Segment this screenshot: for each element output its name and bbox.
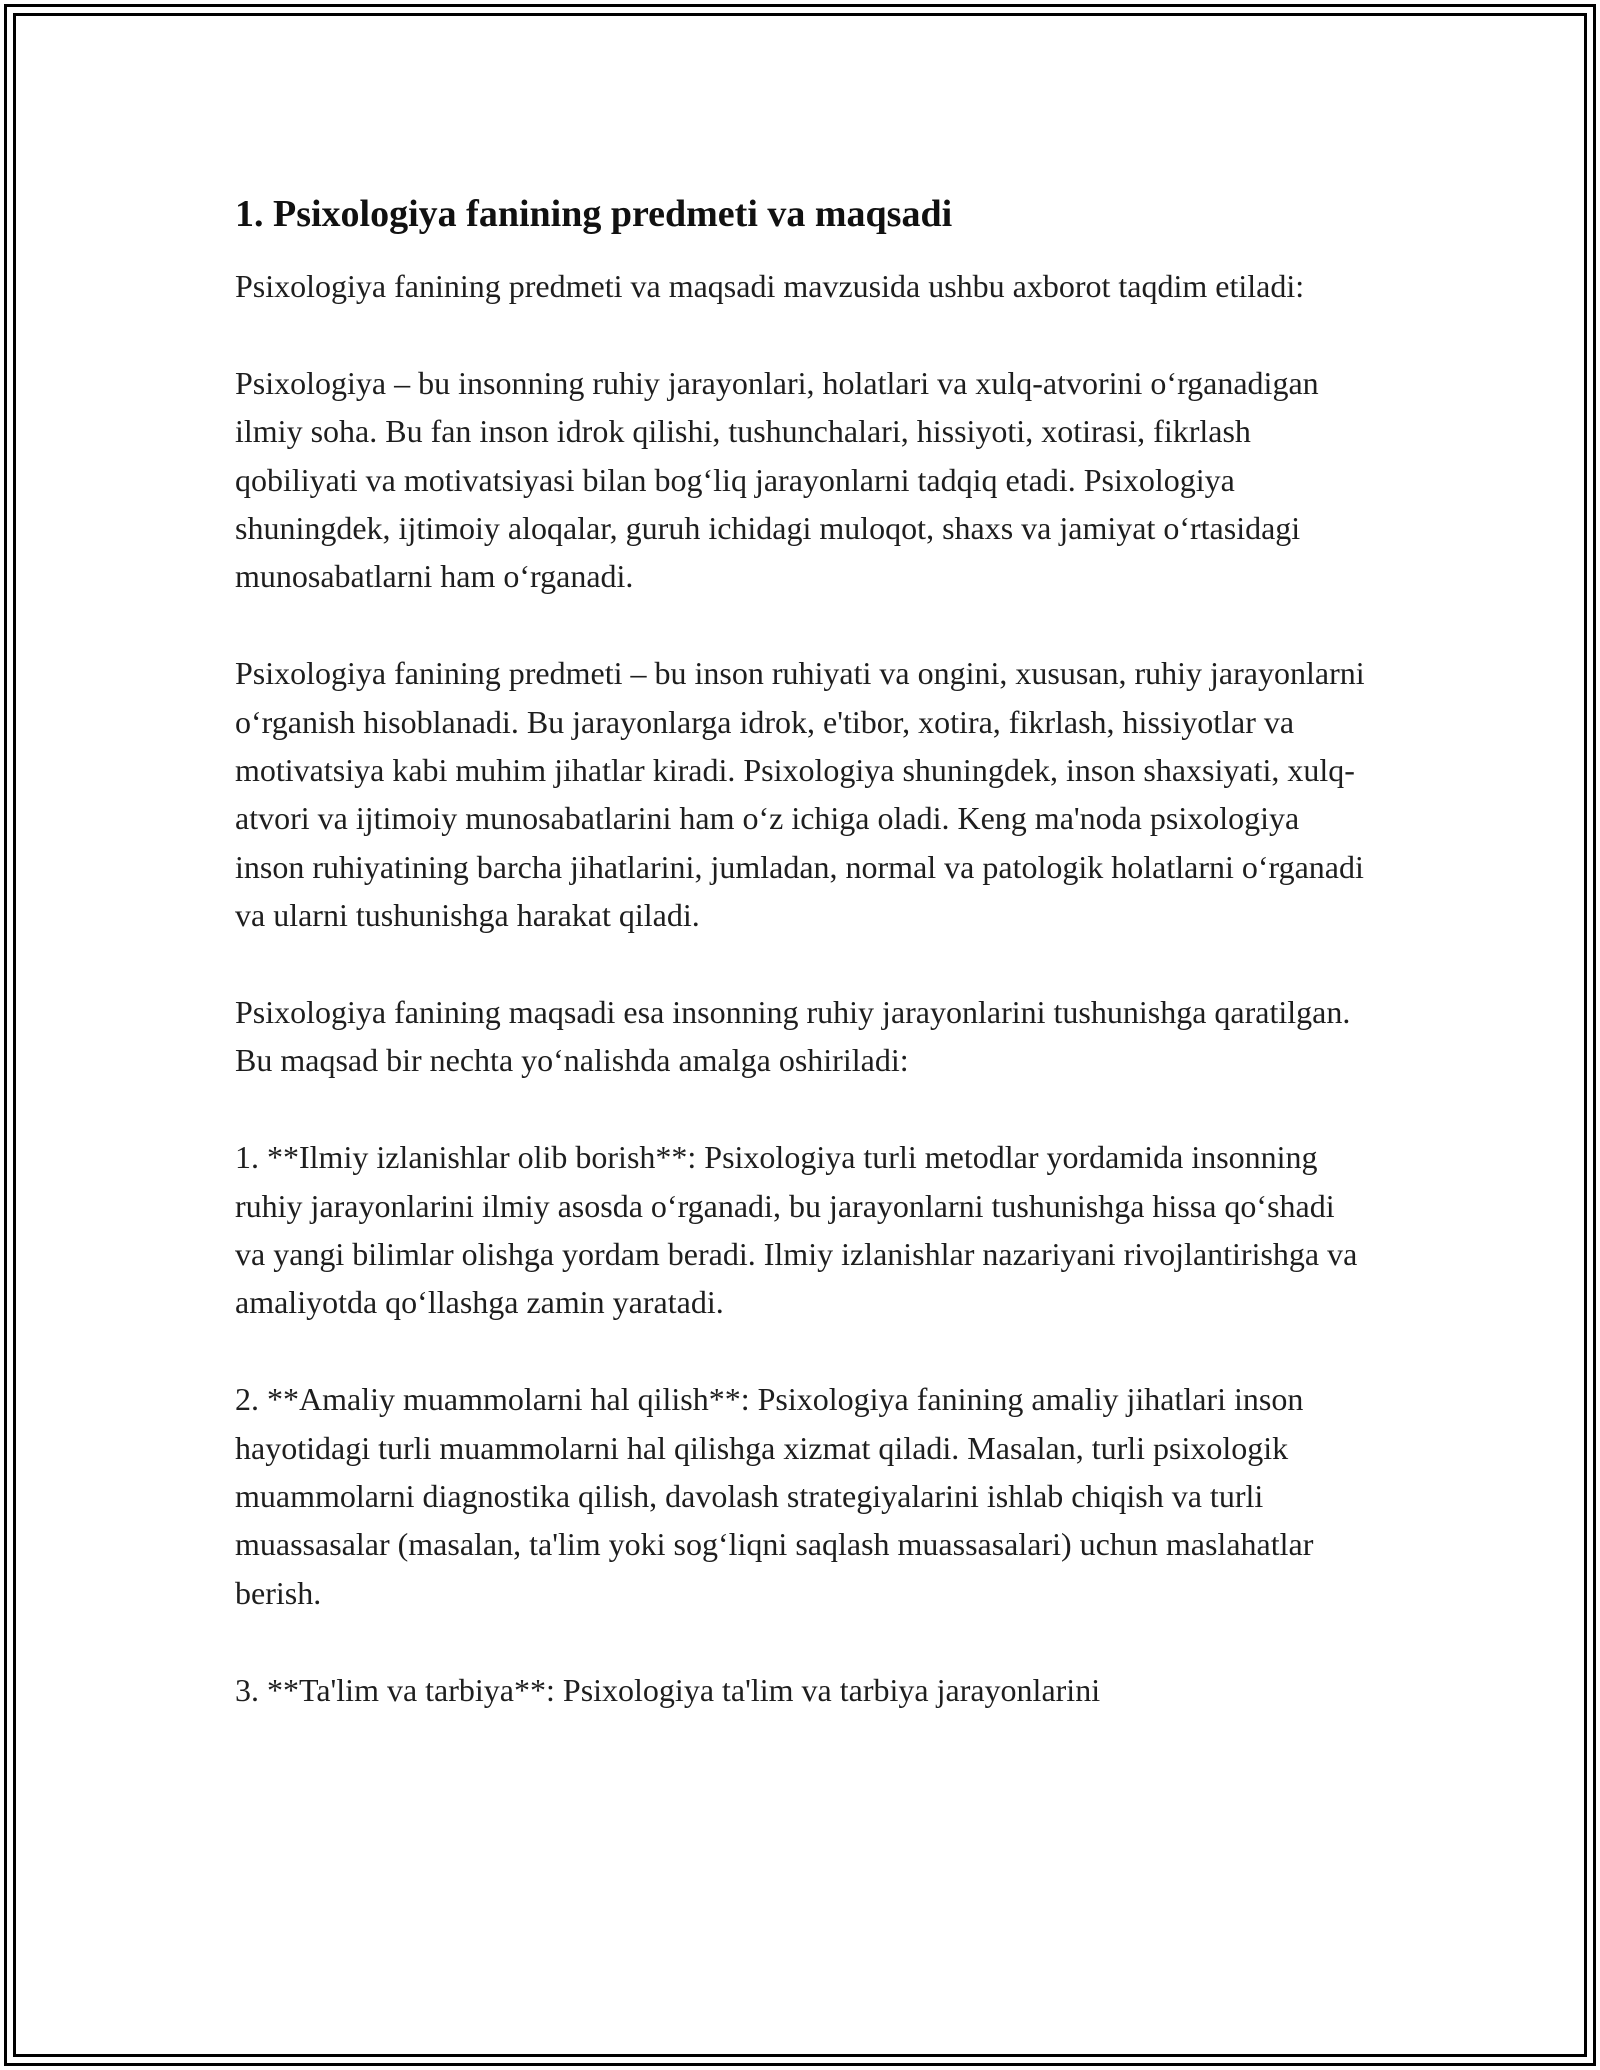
document-body <box>235 188 1370 1714</box>
goal-paragraph: Psixologiya fanining maqsadi esa insonning ruhiy jarayonlarini tushunishga qaratilgan. Bu maqsad bir nechta yo‘nalishda amalga oshiriladi: <box>235 994 1351 1079</box>
subject-paragraph: Psixologiya fanining predmeti – bu inson ruhiyati va ongini, xususan, ruhiy jarayonlarni o‘rganish hisoblanadi. Bu jarayonlarga idrok, e'tibor, xotira, fikrlash, hissiyotlar va motivatsiya kabi muhim jihatlar kiradi. Psixologiya shuningdek, inson shaxsiyati, xulq-atvori va ijtimoiy munosabatlarini ham o‘z ichiga oladi. Keng ma'noda psixologiya inson ruhiyatining barcha jihatlarini, jumladan, normal va patologik holatlarni o‘rganadi va ularni tushunishga harakat qiladi. <box>235 655 1365 934</box>
intro-paragraph: Psixologiya fanining predmeti va maqsadi mavzusida ushbu axborot taqdim etiladi: <box>235 268 1305 304</box>
definition-paragraph: Psixologiya – bu insonning ruhiy jarayonlari, holatlari va xulq-atvorini o‘rganadigan ilmiy soha. Bu fan inson idrok qilishi, tushunchalari, hissiyoti, xotirasi, fikrlash qobiliyati va motivatsiyasi bilan bog‘liq jarayonlarni tadqiq etadi. Psixologiya shuningdek, ijtimoiy aloqalar, guruh ichidagi muloqot, shaxs va jamiyat o‘rtasidagi munosabatlarni ham o‘rganadi. <box>235 364 1319 595</box>
section-heading: 1. Psixologiya fanining predmeti va maqsadi <box>235 193 953 235</box>
list-item-research: 1. **Ilmiy izlanishlar olib borish**: Psixologiya turli metodlar yordamida insonning ruhiy jarayonlarini ilmiy asosda o‘rganadi, bu jarayonlarni tushunishga hissa qo‘shadi va yangi bilimlar olishga yordam beradi. Ilmiy izlanishlar nazariyani rivojlantirishga va amaliyotda qo‘llashga zamin yaratadi. <box>235 1139 1358 1321</box>
list-item-practical: 2. **Amaliy muammolarni hal qilish**: Psixologiya fanining amaliy jihatlari inson hayotidagi turli muammolarni hal qilishga xizmat qiladi. Masalan, turli psixologik muammolarni diagnostika qilish, davolash strategiyalarini ishlab chiqish va turli muassasalar (masalan, ta'lim yoki sog‘liqni saqlash muassasalari) uchun maslahatlar berish. <box>235 1381 1314 1611</box>
list-item-education: 3. **Ta'lim va tarbiya**: Psixologiya ta'lim va tarbiya jarayonlarini <box>235 1671 1101 1708</box>
